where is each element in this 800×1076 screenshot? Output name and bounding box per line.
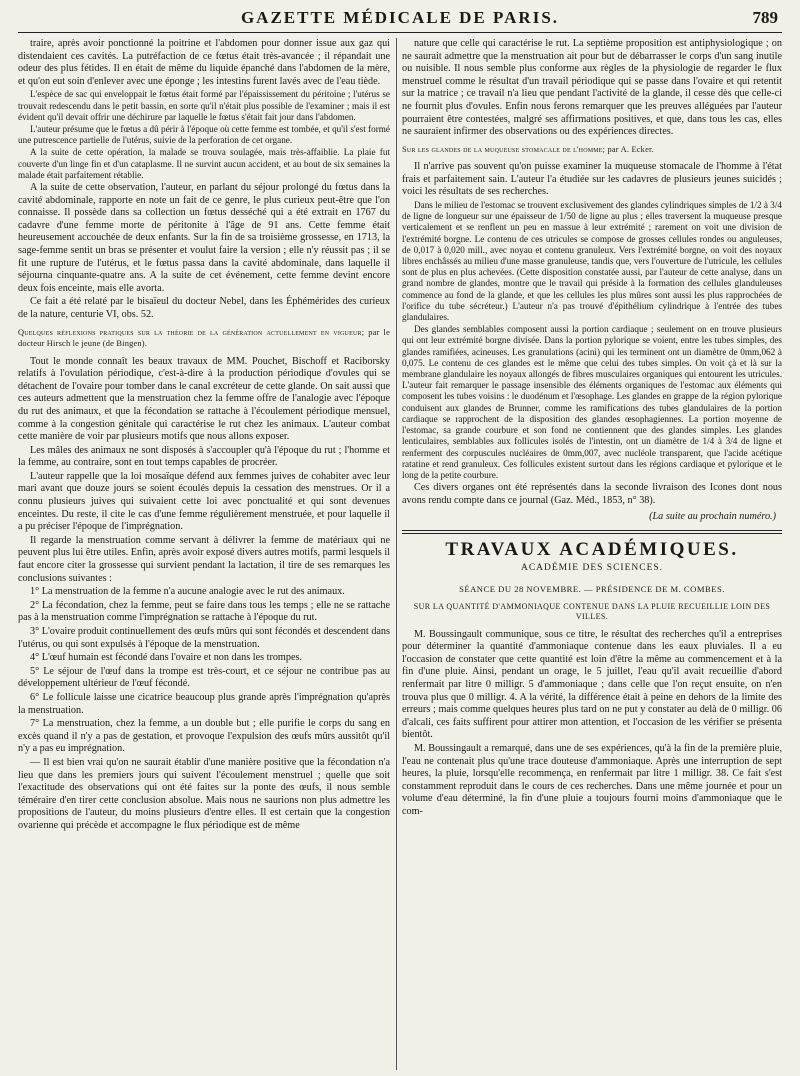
conclusion-item: 5° Le séjour de l'œuf dans la trompe est très-court, et ce séjour ne contribue pas au développement ultérieur de l'œuf fécondé.	[18, 665, 390, 690]
paragraph: L'espèce de sac qui enveloppait le fœtus était formé par l'épaississement du péritoine ; l'utérus se trouvait redescendu dans le petit bassin, en sorte qu'il n'était plus possible de l'examiner ; mais il est évident qu'il devait offrir une déchirure par laquelle le fœtus s'était fait jour dans l'abdomen.	[18, 89, 390, 122]
section-title: Quelques réflexions pratiques sur la théorie de la génération actuellement en vigueur	[18, 327, 362, 337]
right-column	[402, 38, 782, 1072]
conclusion-item: 2° La fécondation, chez la femme, peut se faire dans tous les temps ; elle ne se rattache pas à la menstruation comme l'imprégnation se rattache à l'époque du rut.	[18, 599, 390, 624]
section-heading	[402, 144, 782, 156]
paragraph: Ce fait a été relaté par le bisaïeul du docteur Nebel, dans les Éphémérides des curieux de la nature, centurie VI, obs. 52.	[18, 296, 390, 320]
section-title: Sur les glandes de la muqueuse stomacale de l'homme	[402, 144, 603, 154]
paragraph: Des glandes semblables composent aussi la portion cardiaque ; seulement on en trouve plusieurs qui ont leur extrémité borgne divisée. Dans la portion pylorique se voient, entre les tubes simples, des glandes ramifiées, acineuses. Les granulations (acini) qui les terminent ont un diamètre de 0mm,062 à 0,075. Le contenu de ces glandes est le même que celui des tubes simples. On voit çà et là sur la membrane glandulaire les noyaux allongés de fibres musculaires organiques qui entourent les utricules. L'auteur fait remarquer le passage insensible des éléments organiques de l'estomac aux éléments qui composent les tubes voisins : le duodénum et l'œsophage. Les glandes en grappe de la région pylorique conduisent aux glandes de Brunner, comme les ramifications des tubes glandulaires de la portion cardiaque se rapprochent de la disposition des glandes œsophagiennes. La portion moyenne de l'estomac, sa grande courbure et son fond ne contiennent que des glandes simples. Les glandes lenticulaires, semblables aux follicules isolés de l'intestin, ont un diamètre de 1/4 à 3/4 de ligne et renferment des corpuscules nucléaires de 0mm,007, avec nucléole transparent, que l'acide acétique ratatine et rend granuleux. Ces follicules existent surtout dans les régions cardiaque et pylorique et le long de la petite courbure.	[402, 324, 782, 480]
conclusion-item: 6° Le follicule laisse une cicatrice beaucoup plus grande après l'imprégnation qu'après la menstruation.	[18, 691, 390, 716]
article-heading: SUR LA QUANTITÉ D'AMMONIAQUE CONTENUE DANS LA PLUIE RECUEILLIE LOIN DES VILLES.	[413, 601, 771, 622]
conclusion-item: 3° L'ovaire produit continuellement des œufs mûrs qui sont fécondés et descendent dans l'utérus, ou qui sont expulsés à l'époque de la menstruation.	[18, 626, 390, 650]
paragraph: L'auteur rappelle que la loi mosaïque défend aux femmes juives de cohabiter avec leur mari avant que douze jours se soient écoulés depuis la cessation des menstrues. Or il a connu plusieurs juives qui suivaient cette loi avec ponctualité et qui sont devenues enceintes. Du reste, il cite le cas d'une femme régulièrement menstruée, et pour laquelle il a pu préciser l'époque de l'imprégnation.	[18, 470, 390, 533]
paragraph: Ces divers organes ont été représentés dans la seconde livraison des Icones dont nous avons rendu compte dans ce journal (Gaz. Méd., 1853, n° 38).	[402, 482, 782, 506]
conclusion-item: 1° La menstruation de la femme n'a aucune analogie avec le rut des animaux.	[30, 586, 345, 598]
paragraph: traire, après avoir ponctionné la poitrine et l'abdomen pour donner issue aux gaz qui distendaient ces cavités. La putréfaction de ce fœtus était très-avancée ; il répandait une odeur des plus fétides. Il en était de même du liquide épanché dans l'abdomen de la mère, et qu'on eut soin d'enlever avec une éponge ; les intestins furent lavés avec de l'eau tiède.	[18, 38, 390, 87]
divider	[402, 533, 782, 534]
column-divider	[396, 38, 397, 1070]
section-heading	[18, 327, 390, 350]
journal-title: GAZETTE MÉDICALE DE PARIS.	[240, 8, 560, 27]
paragraph: Dans le milieu de l'estomac se trouvent exclusivement des glandes cylindriques simples de 1/2 à 3/4 de ligne de longueur sur une épaisseur de 1/50 de ligne au plus ; elles traversent la muqueuse presque verticalement et se renflent un peu en massue à leur extrémité ; rarement on voit une division de l'extrémité borgne. Le contenu de ces utricules se compose de grosses cellules rondes ou anguleuses, de 0,017 à 0,020 mill., avec noyau et contenu granuleux. Vers l'extrémité borgne, on voit des noyaux libres enchâssés au milieu d'une masse granuleuse, tandis que, vers l'ouverture de l'utricule, les cellules sont de plus en plus achevées. (Cette disposition constatée aussi, par l'auteur de cette analyse, dans un grand nombre de glandes, montre que le travail qui préside à la formation des cellules glanduleuses commence au fond de la glande, et que les cellules les plus mûres sont aussi les plus rapprochées de l'orifice du tube sécréteur.) L'auteur n'a pas trouvé d'épithélium cylindrique à l'entrée des tubes glandulaires.	[402, 200, 782, 323]
left-column	[18, 38, 390, 1072]
paragraph: Il n'arrive pas souvent qu'on puisse examiner la muqueuse stomacale de l'homme à l'état frais et parfaitement sain. L'auteur l'a étudiée sur les cadavres de plusieurs jeunes suicidés ; voici les résultats de ses recherches.	[402, 161, 782, 198]
paragraph: Tout le monde connaît les beaux travaux de MM. Pouchet, Bischoff et Raciborsky relatifs à l'ovulation périodique, c'est-à-dire à la production périodique d'ovules qui se détachent de l'ovaire pour tomber dans le canal excréteur de cette glande. On sait aussi que ces auteurs admettent que la menstruation chez la femme offre de l'analogie avec l'époque du rut des animaux, et que la fécondation se rattache à l'écoulement périodique mensuel, comme à la congestion génitale qui caractérise le rut chez les animaux. L'auteur combat cette manière de voir par plusieurs motifs que nous allons exposer.	[18, 355, 390, 443]
section-author: ; par A. Ecker.	[602, 144, 654, 154]
paragraph: A la suite de cette opération, la malade se trouva soulagée, mais très-affaiblie. La plaie fut couverte d'un linge fin et d'un cataplasme. Il ne survint aucun accident, et au bout de six semaines la malade était parfaitement rétablie.	[18, 147, 390, 180]
paragraph: Il regarde la menstruation comme servant à délivrer la femme de matériaux qui ne peuvent plus lui être utiles. Enfin, après avoir exposé divers autres motifs, parmi lesquels il faut encore citer la grossesse qui survient pendant la lactation, il tire de ses remarques les conclusions suivantes :	[18, 534, 390, 584]
divider	[402, 530, 782, 531]
paragraph: M. Boussingault a remarqué, dans une de ses expériences, qu'à la fin de la première pluie, l'eau ne contenait plus qu'une trace douteuse d'ammoniaque. Après une interruption de sept heures, la pluie, lorsqu'elle recommença, en renfermait par litre 1 milligr. 38. Ce fait s'est constamment reproduit dans le cours de ces recherches. Dans une même journée et pour un volume d'eau déterminé, la fin d'une pluie a toujours fourni moins d'ammoniaque que le com-	[402, 743, 782, 817]
section-author: ; par le docteur Hirsch le jeune (de Bingen).	[18, 327, 390, 349]
page-header	[18, 6, 782, 33]
conclusion-item: 7° La menstruation, chez la femme, a un double but ; elle purifie le corps du sang en excès quand il n'y a pas de gestation, et provoque l'expulsion des œufs mûrs aussitôt qu'il n'y a pas eu imprégnation.	[18, 718, 390, 755]
paragraph: — Il est bien vrai qu'on ne saurait établir d'une manière positive que la fécondation n'a lieu que dans les premiers jours qui suivent l'écoulement menstruel ; quelle que soit l'exactitude des observations qui ont été faites sur la ponte des œufs, il nous semble téméraire d'en tirer cette conclusion absolue. Mais nous ne saurions non plus admettre les propositions de l'auteur, du moins plusieurs d'entre elles. Il est certain que la congestion ovarienne qui précède et accompagne le flux périodique est de même	[18, 756, 390, 831]
paragraph: nature que celle qui caractérise le rut. La septième proposition est antiphysiologique ; on ne saurait admettre que la menstruation ait pour but de débarrasser le corps d'un sang inutile ou nuisible. Il nous semble plus conforme aux règles de la physiologie de regarder le flux menstruel comme le résultat d'un travail périodique qui se passe dans l'ovaire et qui retentit sur la matrice ; ce travail n'a lieu que pendant l'activité de la glande, il cesse dès que celle-ci ne fournit plus d'ovules. Enfin nous ferons remarquer que les preuves alléguées par l'auteur pourraient être contestées, malgré ses affirmations positives, et que, dans tous les cas, elles ne sauraient infirmer des observations ou des expériences directes.	[402, 38, 782, 138]
session-heading: SÉANCE DU 28 NOVEMBRE. — PRÉSIDENCE DE M. COMBES.	[459, 584, 725, 595]
paragraph: M. Boussingault communique, sous ce titre, le résultat des recherches qu'il a entreprises pour déterminer la quantité d'ammoniaque contenue dans les eaux pluviales. Il a eu l'occasion de constater que cette quantité est loin d'être la même au commencement et à la fin d'une pluie. Ainsi, pendant un orage, le 5 juillet, l'eau qu'il avait recueillie d'abord renfermait par litre 0 milligr. 5 d'ammoniaque ; dans celle que l'on reçut ensuite, on n'en trouva plus que 0 milligr. 4. A la vérité, la différence était à peine en dehors de la limite des erreurs ; mais comme quelques heures plus tard on ne put y constater au delà de 0 milligr. 06 d'alcali, ces faits suffirent pour attirer mon attention, et l'occasion de les vérifier se présenta bientôt.	[402, 628, 782, 741]
paragraph: L'auteur présume que le fœtus a dû périr à l'époque où cette femme est tombée, et qu'il s'est formé une putrescence partielle de l'utérus, suivie de la perforation de cet organe.	[18, 123, 390, 146]
paragraph: A la suite de cette observation, l'auteur, en parlant du séjour prolongé du fœtus dans la cavité abdominale, rapporte en note un fait de ce genre, le plus curieux peut-être que l'on connaisse. Il possède dans sa collection un fœtus desséché qui a été extrait en 1767 du cadavre d'une femme morte de péritonite à l'âge de 91 ans. Cette femme était heureusement accouchée de deux enfants. Sur la fin de sa troisième grossesse, en 1713, la sage-femme sentit un bras se présenter et voulut faire la version ; elle n'y réussit pas ; il se fit une rupture de l'utérus, et le fœtus passa dans la cavité abdominale, dans laquelle il séjourna cinquante-quatre ans. A la suite de cet événement, cette femme devint encore deux fois enceinte, mais elle avorta.	[18, 182, 390, 294]
academy-heading: ACADÉMIE DES SCIENCES.	[520, 563, 664, 574]
page-number: 789	[752, 8, 778, 27]
conclusion-item: 4° L'œuf humain est fécondé dans l'ovaire et non dans les trompes.	[30, 652, 302, 664]
section-banner: TRAVAUX ACADÉMIQUES.	[445, 538, 739, 560]
continued-note: (La suite au prochain numéro.)	[649, 511, 776, 523]
paragraph: Les mâles des animaux ne sont disposés à s'accoupler qu'à l'époque du rut ; l'homme et la femme, au contraire, sont en tout temps capables de procréer.	[18, 444, 390, 469]
